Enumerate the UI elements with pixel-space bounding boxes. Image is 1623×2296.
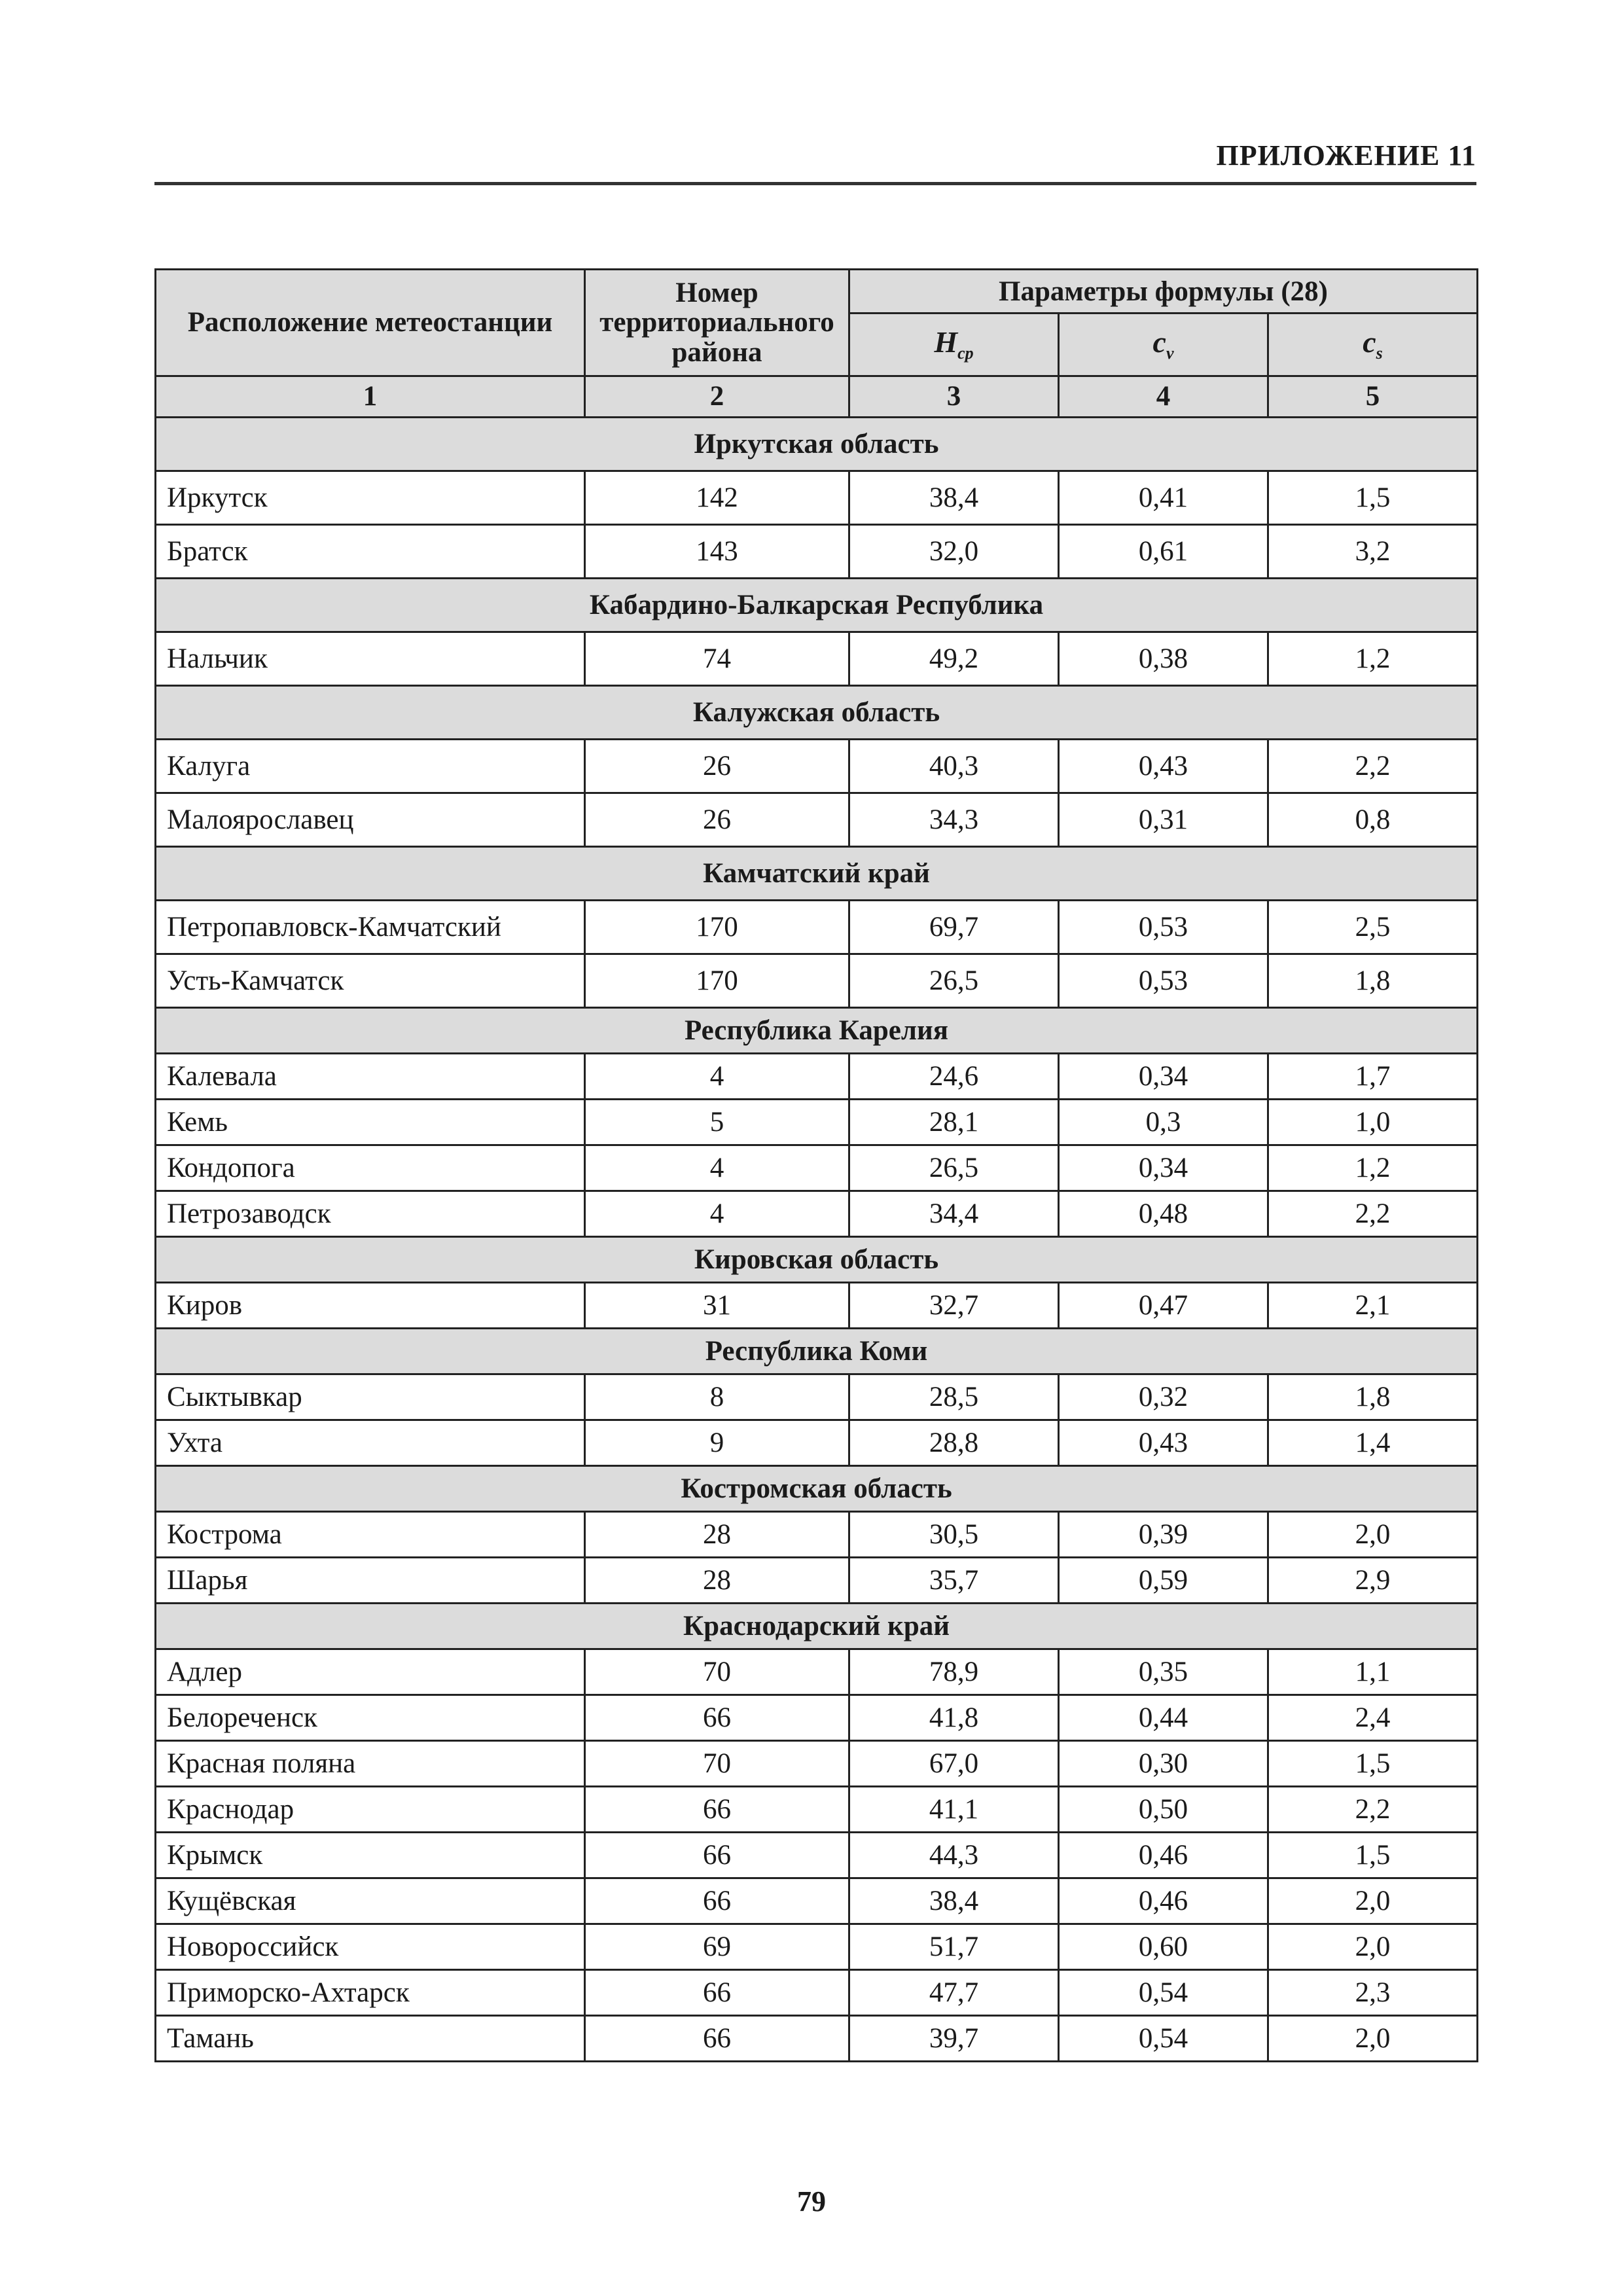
table-row	[156, 740, 1478, 793]
cs-value: 2,3	[1268, 1970, 1478, 2016]
h-avg-value: 28,5	[849, 1374, 1059, 1420]
table-row	[156, 2016, 1478, 2062]
district-number: 66	[585, 1833, 849, 1878]
table-row	[156, 1833, 1478, 1878]
h-avg-value: 51,7	[849, 1924, 1059, 1970]
h-avg-value: 26,5	[849, 954, 1059, 1008]
cs-value: 2,1	[1268, 1283, 1478, 1329]
district-number: 142	[585, 471, 849, 525]
table-row	[156, 632, 1478, 686]
region-row	[156, 418, 1478, 471]
table-row	[156, 1100, 1478, 1145]
station-name: Белореченск	[156, 1695, 585, 1741]
header-cv: $c_v$	[1059, 314, 1268, 376]
district-number: 70	[585, 1741, 849, 1787]
h-avg-value: 67,0	[849, 1741, 1059, 1787]
district-number: 143	[585, 525, 849, 579]
meteo-parameters-table	[154, 268, 1478, 2062]
cv-value: 0,32	[1059, 1374, 1268, 1420]
cs-value: 2,0	[1268, 1878, 1478, 1924]
cs-value: 1,5	[1268, 1833, 1478, 1878]
district-number: 66	[585, 1787, 849, 1833]
h-avg-value: 24,6	[849, 1054, 1059, 1100]
station-name: Кемь	[156, 1100, 585, 1145]
cv-value: 0,54	[1059, 1970, 1268, 2016]
station-name: Петрозаводск	[156, 1191, 585, 1237]
district-number: 4	[585, 1191, 849, 1237]
station-name: Новороссийск	[156, 1924, 585, 1970]
cv-value: 0,44	[1059, 1695, 1268, 1741]
cs-value: 1,7	[1268, 1054, 1478, 1100]
station-name: Сыктывкар	[156, 1374, 585, 1420]
station-name: Ухта	[156, 1420, 585, 1466]
h-avg-value: 32,7	[849, 1283, 1059, 1329]
station-name: Нальчик	[156, 632, 585, 686]
table-row	[156, 1649, 1478, 1695]
table-row	[156, 1741, 1478, 1787]
region-row	[156, 1466, 1478, 1512]
cv-value: 0,47	[1059, 1283, 1268, 1329]
region-row	[156, 1237, 1478, 1283]
cv-value: 0,61	[1059, 525, 1268, 579]
h-avg-value: 41,8	[849, 1695, 1059, 1741]
table-row	[156, 954, 1478, 1008]
cs-value: 1,8	[1268, 954, 1478, 1008]
station-name: Крымск	[156, 1833, 585, 1878]
header-district: Номер территориального района	[585, 270, 849, 376]
header-params: Параметры формулы (28)	[849, 270, 1478, 314]
station-name: Тамань	[156, 2016, 585, 2062]
cs-value: 2,5	[1268, 901, 1478, 954]
h-avg-value: 32,0	[849, 525, 1059, 579]
h-avg-value: 78,9	[849, 1649, 1059, 1695]
region-title: Калужская область	[156, 686, 1478, 740]
cv-value: 0,41	[1059, 471, 1268, 525]
h-avg-value: 49,2	[849, 632, 1059, 686]
table-row	[156, 471, 1478, 525]
table-row	[156, 1420, 1478, 1466]
station-name: Петропавловск-Камчатский	[156, 901, 585, 954]
region-title: Краснодарский край	[156, 1604, 1478, 1649]
region-title: Кабардино-Балкарская Республика	[156, 579, 1478, 632]
h-avg-value: 44,3	[849, 1833, 1059, 1878]
station-name: Киров	[156, 1283, 585, 1329]
table-row	[156, 1695, 1478, 1741]
cs-value: 2,9	[1268, 1558, 1478, 1604]
h-avg-value: 69,7	[849, 901, 1059, 954]
cv-value: 0,46	[1059, 1878, 1268, 1924]
district-number: 26	[585, 740, 849, 793]
table-row	[156, 1191, 1478, 1237]
h-avg-value: 28,8	[849, 1420, 1059, 1466]
table-row	[156, 1374, 1478, 1420]
cs-value: 1,1	[1268, 1649, 1478, 1695]
h-avg-value: 26,5	[849, 1145, 1059, 1191]
station-name: Кострома	[156, 1512, 585, 1558]
h-avg-value: 35,7	[849, 1558, 1059, 1604]
region-title: Иркутская область	[156, 418, 1478, 471]
header-rule	[154, 182, 1476, 185]
district-number: 74	[585, 632, 849, 686]
district-number: 66	[585, 1970, 849, 2016]
table-row	[156, 1283, 1478, 1329]
station-name: Малоярославец	[156, 793, 585, 847]
station-name: Краснодар	[156, 1787, 585, 1833]
h-avg-value: 28,1	[849, 1100, 1059, 1145]
station-name: Приморско-Ахтарск	[156, 1970, 585, 2016]
region-title: Республика Карелия	[156, 1008, 1478, 1054]
cv-value: 0,35	[1059, 1649, 1268, 1695]
column-number: 5	[1268, 376, 1478, 418]
cv-value: 0,46	[1059, 1833, 1268, 1878]
region-row	[156, 686, 1478, 740]
running-head: ПРИЛОЖЕНИЕ 11	[1216, 139, 1476, 171]
h-avg-value: 38,4	[849, 1878, 1059, 1924]
cv-value: 0,53	[1059, 901, 1268, 954]
region-row	[156, 1604, 1478, 1649]
h-avg-value: 39,7	[849, 2016, 1059, 2062]
region-title: Кировская область	[156, 1237, 1478, 1283]
district-number: 66	[585, 1695, 849, 1741]
column-number: 3	[849, 376, 1059, 418]
table-row	[156, 525, 1478, 579]
table-row	[156, 901, 1478, 954]
page-number: 79	[797, 2185, 826, 2217]
region-row	[156, 1008, 1478, 1054]
district-number: 66	[585, 1878, 849, 1924]
h-avg-value: 40,3	[849, 740, 1059, 793]
region-row	[156, 1329, 1478, 1374]
table-row	[156, 1145, 1478, 1191]
station-name: Красная поляна	[156, 1741, 585, 1787]
cv-value: 0,48	[1059, 1191, 1268, 1237]
column-number: 2	[585, 376, 849, 418]
district-number: 4	[585, 1054, 849, 1100]
district-number: 28	[585, 1558, 849, 1604]
district-number: 26	[585, 793, 849, 847]
h-avg-value: 47,7	[849, 1970, 1059, 2016]
cs-value: 2,0	[1268, 1924, 1478, 1970]
h-avg-value: 30,5	[849, 1512, 1059, 1558]
cv-value: 0,39	[1059, 1512, 1268, 1558]
cv-value: 0,54	[1059, 2016, 1268, 2062]
station-name: Усть-Камчатск	[156, 954, 585, 1008]
table-row	[156, 1787, 1478, 1833]
table-row	[156, 1970, 1478, 2016]
table-body	[156, 418, 1478, 2062]
cv-value: 0,3	[1059, 1100, 1268, 1145]
h-avg-value: 38,4	[849, 471, 1059, 525]
cs-value: 1,2	[1268, 632, 1478, 686]
region-title: Костромская область	[156, 1466, 1478, 1512]
cs-value: 3,2	[1268, 525, 1478, 579]
district-number: 8	[585, 1374, 849, 1420]
station-name: Кущёвская	[156, 1878, 585, 1924]
cs-value: 1,5	[1268, 1741, 1478, 1787]
district-number: 5	[585, 1100, 849, 1145]
table-row	[156, 1878, 1478, 1924]
cv-value: 0,60	[1059, 1924, 1268, 1970]
table-row	[156, 793, 1478, 847]
column-number: 1	[156, 376, 585, 418]
cs-value: 2,2	[1268, 740, 1478, 793]
cv-value: 0,43	[1059, 740, 1268, 793]
cs-value: 1,8	[1268, 1374, 1478, 1420]
cv-value: 0,34	[1059, 1054, 1268, 1100]
cv-value: 0,53	[1059, 954, 1268, 1008]
region-row	[156, 579, 1478, 632]
h-avg-value: 34,4	[849, 1191, 1059, 1237]
cs-value: 2,0	[1268, 1512, 1478, 1558]
station-name: Адлер	[156, 1649, 585, 1695]
district-number: 69	[585, 1924, 849, 1970]
district-number: 70	[585, 1649, 849, 1695]
cs-value: 2,2	[1268, 1787, 1478, 1833]
table-row	[156, 1512, 1478, 1558]
table-row	[156, 1558, 1478, 1604]
cs-value: 2,2	[1268, 1191, 1478, 1237]
header-cs: $c_s$	[1268, 314, 1478, 376]
station-name: Братск	[156, 525, 585, 579]
station-name: Кондопога	[156, 1145, 585, 1191]
cv-value: 0,31	[1059, 793, 1268, 847]
cs-value: 1,2	[1268, 1145, 1478, 1191]
header-h-avg: $H_{ср}$	[849, 314, 1059, 376]
cv-value: 0,50	[1059, 1787, 1268, 1833]
header-location: Расположение метеостанции	[156, 270, 585, 376]
station-name: Иркутск	[156, 471, 585, 525]
cs-value: 1,0	[1268, 1100, 1478, 1145]
region-title: Республика Коми	[156, 1329, 1478, 1374]
region-title: Камчатский край	[156, 847, 1478, 901]
station-name: Калуга	[156, 740, 585, 793]
cs-value: 0,8	[1268, 793, 1478, 847]
cs-value: 1,5	[1268, 471, 1478, 525]
station-name: Калевала	[156, 1054, 585, 1100]
district-number: 170	[585, 901, 849, 954]
cv-value: 0,38	[1059, 632, 1268, 686]
table-row	[156, 1924, 1478, 1970]
district-number: 4	[585, 1145, 849, 1191]
cv-value: 0,43	[1059, 1420, 1268, 1466]
cv-value: 0,59	[1059, 1558, 1268, 1604]
column-number: 4	[1059, 376, 1268, 418]
district-number: 28	[585, 1512, 849, 1558]
cs-value: 1,4	[1268, 1420, 1478, 1466]
district-number: 170	[585, 954, 849, 1008]
cv-value: 0,30	[1059, 1741, 1268, 1787]
cs-value: 2,0	[1268, 2016, 1478, 2062]
h-avg-value: 41,1	[849, 1787, 1059, 1833]
station-name: Шарья	[156, 1558, 585, 1604]
cv-value: 0,34	[1059, 1145, 1268, 1191]
district-number: 66	[585, 2016, 849, 2062]
h-avg-value: 34,3	[849, 793, 1059, 847]
district-number: 31	[585, 1283, 849, 1329]
region-row	[156, 847, 1478, 901]
table-row	[156, 1054, 1478, 1100]
district-number: 9	[585, 1420, 849, 1466]
cs-value: 2,4	[1268, 1695, 1478, 1741]
